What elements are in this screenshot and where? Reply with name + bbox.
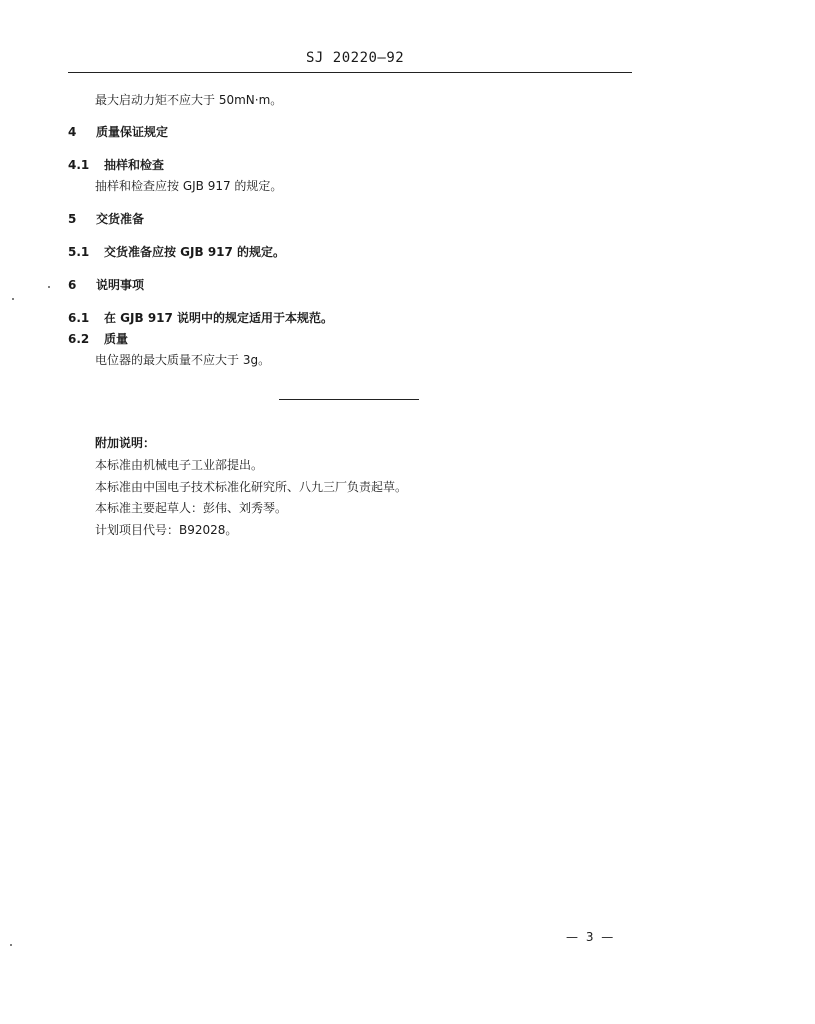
section-number: 6	[68, 278, 77, 292]
section-number: 5	[68, 212, 77, 226]
header-rule	[68, 72, 632, 73]
appendix-line: 本标准由中国电子技术标准化研究所、八九三厂负责起草。	[95, 480, 408, 494]
section-6-1-paragraph	[68, 310, 333, 326]
appendix-title: 附加说明：	[95, 436, 156, 450]
section-title: 质量保证规定	[96, 125, 169, 139]
section-title: 质量	[104, 332, 129, 346]
section-number: 5.1	[68, 245, 90, 259]
appendix-line: 本标准主要起草人：彭伟、刘秀琴。	[95, 501, 288, 515]
section-4-1-text: 抽样和检查应按 GJB 917 的规定。	[95, 179, 283, 193]
page-number: — 3 —	[566, 930, 616, 944]
section-4-1-heading	[68, 157, 164, 173]
end-of-text-rule	[279, 399, 419, 400]
section-6-2-heading	[68, 331, 128, 347]
section-6-heading	[68, 277, 144, 293]
torque-requirement-text: 最大启动力矩不应大于 50mN·m。	[95, 93, 283, 107]
scan-speck	[10, 944, 12, 946]
section-5-1-paragraph	[68, 244, 285, 260]
appendix-line: 计划项目代号：B92028。	[95, 523, 238, 537]
section-text: 交货准备应按 GJB 917 的规定。	[104, 245, 286, 259]
section-6-2-text: 电位器的最大质量不应大于 3g。	[95, 353, 271, 367]
section-4-heading	[68, 124, 168, 140]
section-number: 6.1	[68, 311, 90, 325]
section-title: 抽样和检查	[104, 158, 165, 172]
section-text: 在 GJB 917 说明中的规定适用于本规范。	[104, 311, 334, 325]
scan-speck	[48, 286, 50, 288]
section-title: 交货准备	[96, 212, 145, 226]
section-number: 4.1	[68, 158, 90, 172]
section-title: 说明事项	[96, 278, 145, 292]
scan-speck	[12, 298, 14, 300]
standard-code: SJ 20220—92	[306, 50, 405, 66]
appendix-line: 本标准由机械电子工业部提出。	[95, 458, 264, 472]
section-number: 6.2	[68, 332, 90, 346]
section-number: 4	[68, 125, 77, 139]
section-5-heading	[68, 211, 144, 227]
